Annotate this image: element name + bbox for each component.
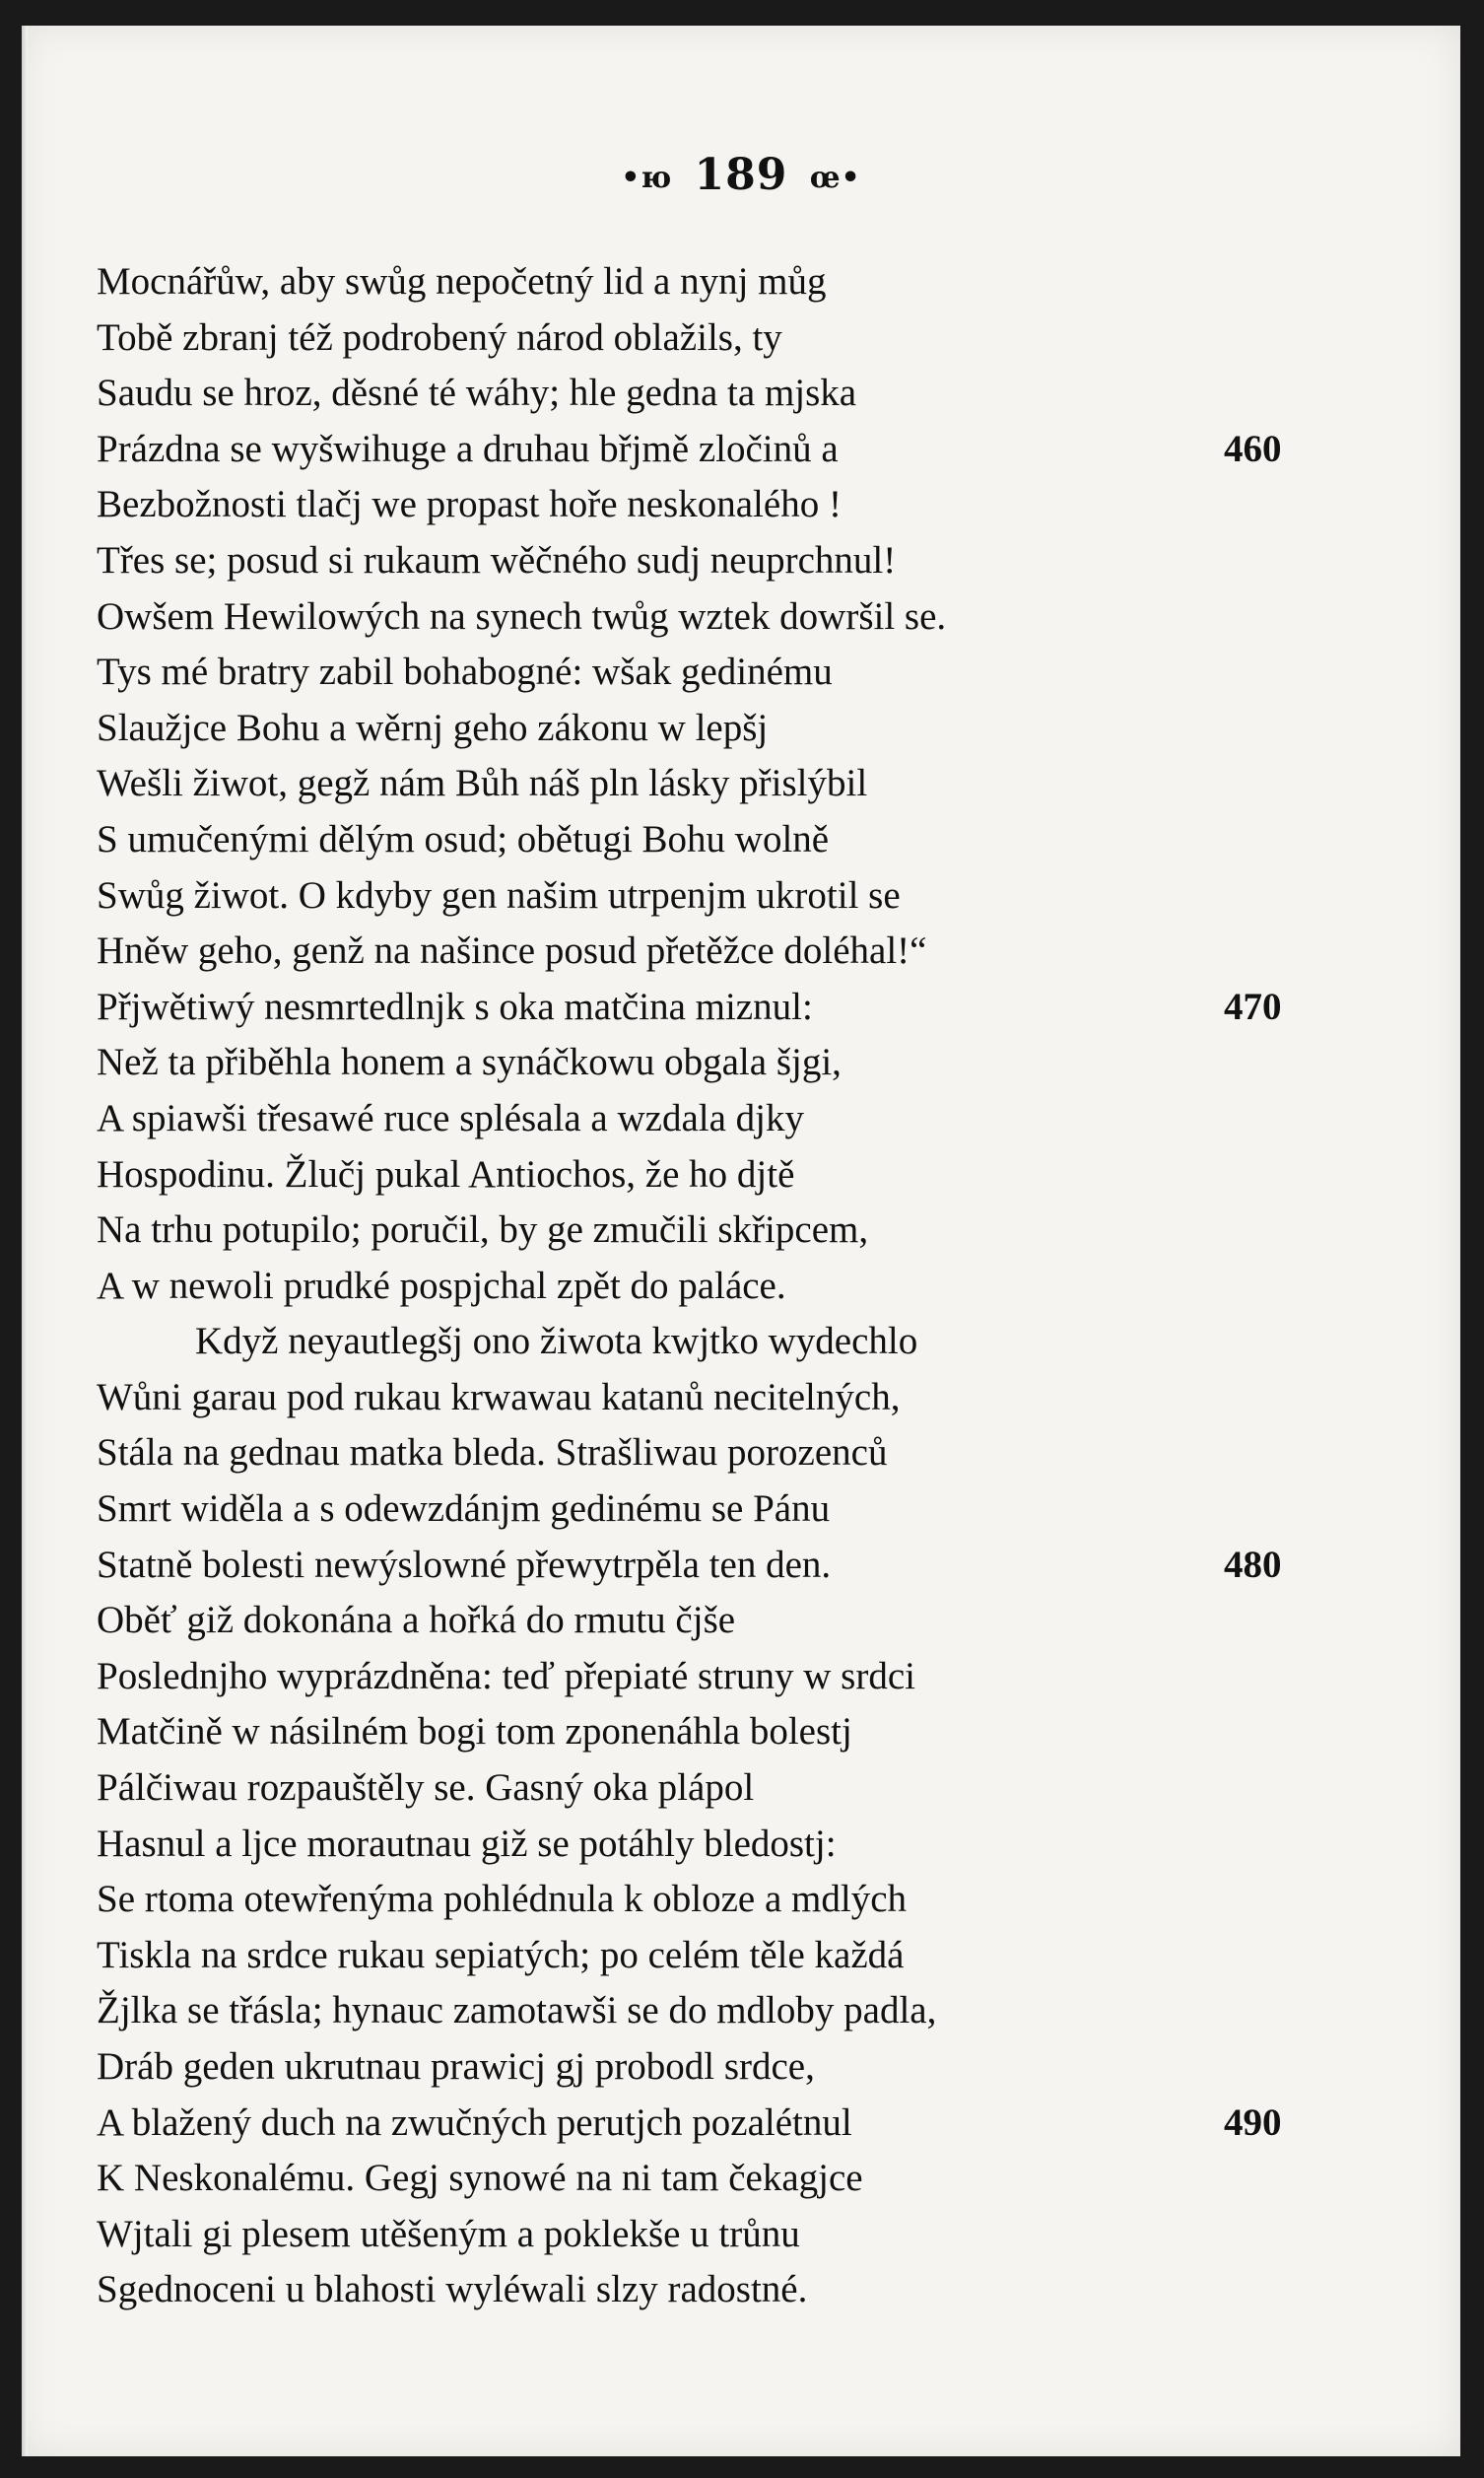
- page-gutter-shadow: [22, 26, 28, 2456]
- page-header: [22, 150, 1460, 200]
- verse-text: A spiawši třesawé ruce splésala a wzdala djky: [97, 1096, 804, 1139]
- verse-line: [97, 1928, 1437, 1984]
- header-ornament-left: •ю: [621, 161, 673, 195]
- verse-line: [97, 1091, 1437, 1147]
- verse-text: Statně bolesti newýslowné přewytrpěla ten den.: [97, 1543, 832, 1586]
- verse-text: Owšem Hewilowých na synech twůg wztek dowršil se.: [97, 594, 947, 638]
- verse-text: Prázdna se wyšwihuge a druhau břjmě zločinů a: [97, 427, 839, 470]
- verse-text: Žjlka se třásla; hynauc zamotawši se do mdloby padla,: [97, 1989, 937, 2032]
- verse-text: Pálčiwau rozpauštěly se. Gasný oka plápol: [97, 1766, 755, 1810]
- verse-line: [97, 1259, 1437, 1315]
- verse-text: Slaužjce Bohu a wěrnj geho zákonu w lepšj: [97, 706, 769, 749]
- verse-text: K Neskonalému. Gegj synowé na ni tam čekagjce: [97, 2157, 863, 2200]
- verse-text: A blažený duch na zwučných perutjch pozalétnul: [97, 2100, 852, 2144]
- verse-line: [97, 645, 1437, 701]
- verse-line: [97, 1538, 1437, 1594]
- verse-text: Poslednjho wyprázdněna: teď přepiaté struny w srdci: [97, 1654, 915, 1697]
- header-ornament-right: œ•: [809, 161, 861, 195]
- line-number: 490: [1224, 2100, 1282, 2144]
- poem-text: [97, 254, 1437, 2318]
- verse-text: Přjwětiwý nesmrtedlnjk s oka matčina miznul:: [97, 985, 813, 1028]
- verse-text: Na trhu potupilo; poručil, by ge zmučili skřipcem,: [97, 1208, 869, 1252]
- verse-line: [97, 254, 1437, 310]
- verse-text: Wůni garau pod rukau krwawau katanů necitelných,: [97, 1375, 901, 1418]
- verse-line: [97, 1370, 1437, 1426]
- verse-text: Bezbožnosti tlačj we propast hoře neskonalého !: [97, 483, 842, 526]
- verse-line: [97, 1649, 1437, 1705]
- line-number: 480: [1224, 1543, 1282, 1586]
- verse-line: [97, 2096, 1437, 2152]
- verse-line: [97, 1203, 1437, 1259]
- verse-line: [97, 1817, 1437, 1873]
- verse-text: Oběť giž dokonána a hořká do rmutu čjše: [97, 1599, 736, 1642]
- verse-line: [97, 812, 1437, 868]
- verse-line: [97, 2262, 1437, 2318]
- verse-line: [97, 1593, 1437, 1649]
- book-page: [22, 26, 1460, 2456]
- verse-line: [97, 1872, 1437, 1928]
- verse-text: Dráb geden ukrutnau prawicj gj probodl srdce,: [97, 2045, 815, 2088]
- verse-line: [97, 1983, 1437, 2039]
- verse-line: [97, 533, 1437, 589]
- verse-line: [97, 310, 1437, 367]
- verse-text: Tys mé bratry zabil bohabogné: wšak gedinému: [97, 651, 833, 694]
- verse-text: Hasnul a ljce morautnau giž se potáhly bledostj:: [97, 1822, 837, 1865]
- verse-line: [97, 701, 1437, 757]
- verse-line: [97, 1760, 1437, 1817]
- verse-line: [97, 1704, 1437, 1760]
- verse-line: [97, 1035, 1437, 1091]
- verse-line: [97, 477, 1437, 533]
- verse-text: Swůg žiwot. O kdyby gen našim utrpenjm ukrotil se: [97, 873, 901, 917]
- verse-line: [97, 2207, 1437, 2263]
- verse-line: [97, 589, 1437, 646]
- verse-line: [97, 366, 1437, 422]
- verse-line: [97, 868, 1437, 925]
- verse-text: Stála na gednau matka bleda. Strašliwau porozenců: [97, 1431, 888, 1475]
- verse-text: Hněw geho, genž na našince posud přetěžce doléhal!“: [97, 929, 927, 973]
- verse-line: [97, 1425, 1437, 1481]
- verse-text: Než ta přiběhla honem a synáčkowu obgala šjgi,: [97, 1041, 842, 1084]
- line-number: 470: [1224, 985, 1282, 1028]
- verse-line: [97, 2039, 1437, 2096]
- verse-text: Hospodinu. Žlučj pukal Antiochos, že ho djtě: [97, 1152, 795, 1196]
- verse-text: Wešli žiwot, gegž nám Bůh náš pln lásky přislýbil: [97, 762, 868, 805]
- verse-line: [97, 1147, 1437, 1204]
- verse-text: Wjtali gi plesem utěšeným a poklekše u trůnu: [97, 2212, 800, 2255]
- verse-line: [97, 2151, 1437, 2207]
- verse-line: [97, 1481, 1437, 1538]
- verse-text: Se rtoma otewřenýma pohlédnula k obloze a mdlých: [97, 1878, 908, 1921]
- verse-text: A w newoli prudké pospjchal zpět do paláce.: [97, 1264, 786, 1307]
- verse-line: [97, 980, 1437, 1036]
- verse-text: Saudu se hroz, děsné té wáhy; hle gedna ta mjska: [97, 372, 857, 415]
- verse-text: Třes se; posud si rukaum wěčného sudj neuprchnul!: [97, 538, 897, 582]
- line-number: 460: [1224, 427, 1282, 470]
- verse-line: [97, 422, 1437, 478]
- verse-text: Sgednoceni u blahosti wyléwali slzy radostné.: [97, 2268, 808, 2311]
- verse-text: Mocnářůw, aby swůg nepočetný lid a nynj můg: [97, 260, 827, 303]
- verse-line: [97, 756, 1437, 812]
- page-number: 189: [694, 150, 788, 200]
- verse-text: Tobě zbranj též podrobený národ oblažils, ty: [97, 315, 782, 359]
- verse-line: [97, 924, 1437, 980]
- verse-line: [97, 1314, 1437, 1370]
- verse-text: Matčině w násilném bogi tom zponenáhla bolestj: [97, 1710, 852, 1754]
- verse-text: Smrt widěla a s odewzdánjm gedinému se Pánu: [97, 1487, 831, 1531]
- verse-text: S umučenými dělým osud; obětugi Bohu wolně: [97, 817, 830, 860]
- verse-text: Když neyautlegšj ono žiwota kwjtko wydechlo: [195, 1320, 918, 1363]
- verse-text: Tiskla na srdce rukau sepiatých; po celém těle každá: [97, 1933, 905, 1976]
